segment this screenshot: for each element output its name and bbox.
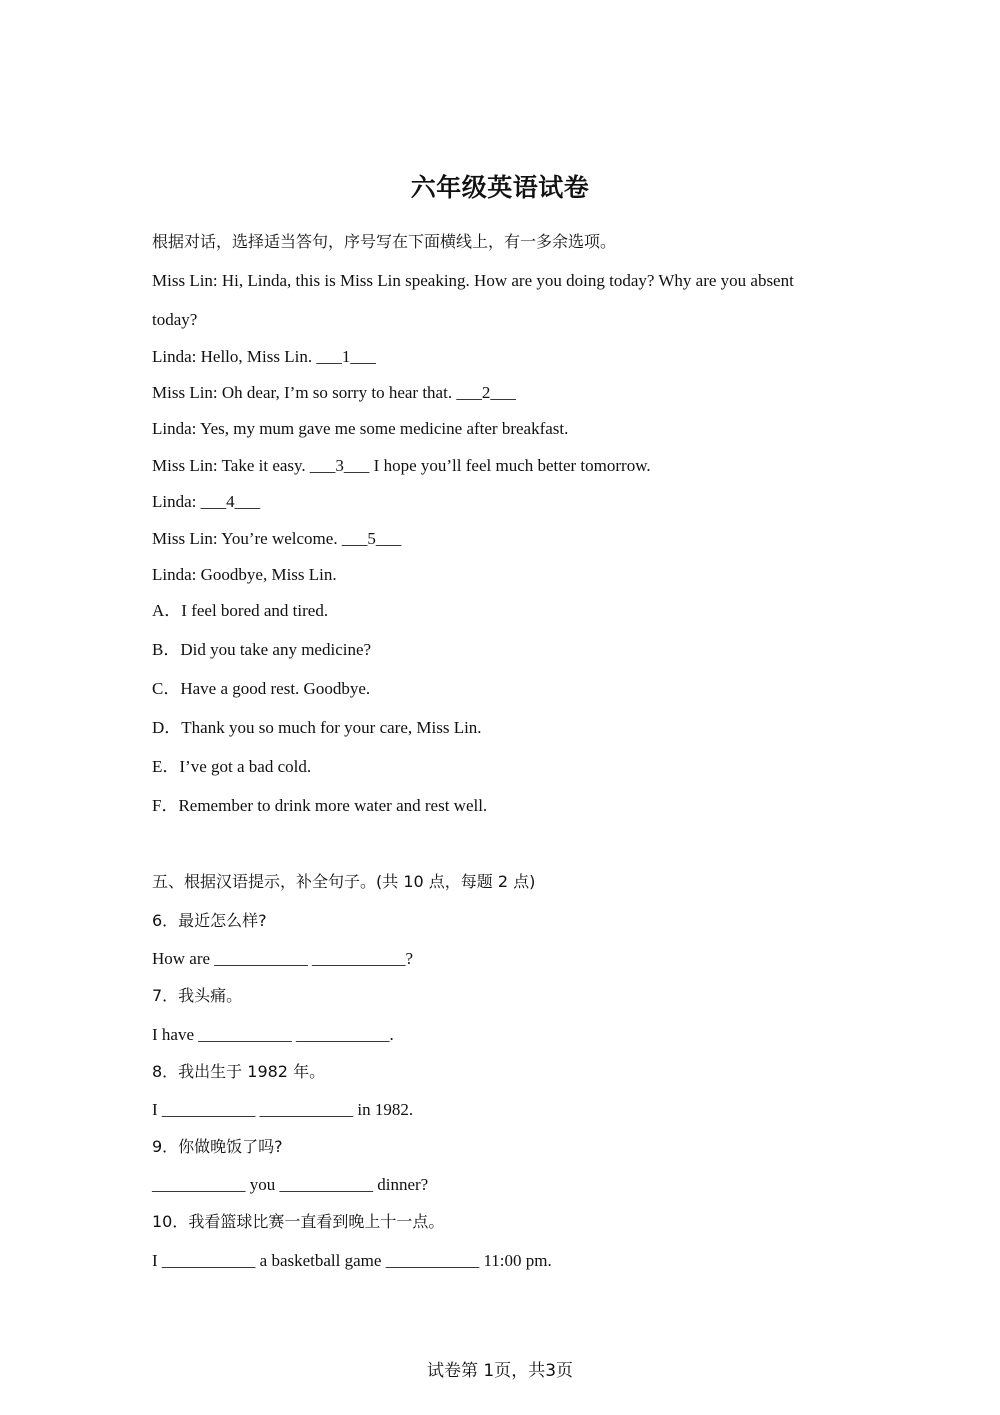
dialogue-line: Miss Lin: Hi, Linda, this is Miss Lin speaking. How are you doing today? Why are you absent <box>152 271 794 290</box>
dialogue-line: Miss Lin: You’re welcome. ___5___ <box>152 529 402 548</box>
option-e: E．I’ve got a bad cold. <box>152 757 312 776</box>
dialogue-line: Linda: Goodbye, Miss Lin. <box>152 565 337 584</box>
option-b: B．Did you take any medicine? <box>152 640 372 659</box>
question-prompt: 7．我头痛。 <box>152 986 243 1005</box>
dialogue-line: Miss Lin: Take it easy. ___3___ I hope you’ll feel much better tomorrow. <box>152 456 651 475</box>
question-answer: I ___________ a basketball game ___________ 11:00 pm. <box>152 1251 552 1270</box>
dialogue-line: today? <box>152 310 198 329</box>
question-answer: ___________ you ___________ dinner? <box>152 1175 429 1194</box>
question-prompt: 8．我出生于 1982 年。 <box>152 1062 326 1081</box>
question-answer: I ___________ ___________ in 1982. <box>152 1100 414 1119</box>
dialogue-line: Linda: ___4___ <box>152 492 261 511</box>
question-prompt: 6．最近怎么样? <box>152 911 267 930</box>
page-footer: 试卷第 1页，共3页 <box>426 1361 574 1381</box>
question-prompt: 9．你做晚饭了吗? <box>152 1137 283 1156</box>
question-prompt: 10．我看篮球比赛一直看到晚上十一点。 <box>152 1212 445 1231</box>
dialogue-line: Miss Lin: Oh dear, I’m so sorry to hear that. ___2___ <box>152 383 516 402</box>
dialogue-line: Linda: Hello, Miss Lin. ___1___ <box>152 347 376 366</box>
question-answer: I have ___________ ___________. <box>152 1025 394 1044</box>
option-f: F．Remember to drink more water and rest well. <box>152 796 488 815</box>
dialogue-line: Linda: Yes, my mum gave me some medicine after breakfast. <box>152 419 569 438</box>
page-title: 六年级英语试卷 <box>410 173 590 202</box>
option-d: D．Thank you so much for your care, Miss Lin. <box>152 718 482 737</box>
option-a: A．I feel bored and tired. <box>152 601 329 620</box>
question-answer: How are ___________ ___________? <box>152 949 414 968</box>
section4-instruction: 根据对话，选择适当答句，序号写在下面横线上，有一多余选项。 <box>152 232 617 251</box>
option-c: C．Have a good rest. Goodbye. <box>152 679 371 698</box>
section5-heading: 五、根据汉语提示，补全句子。(共 10 点，每题 2 点) <box>152 872 536 891</box>
